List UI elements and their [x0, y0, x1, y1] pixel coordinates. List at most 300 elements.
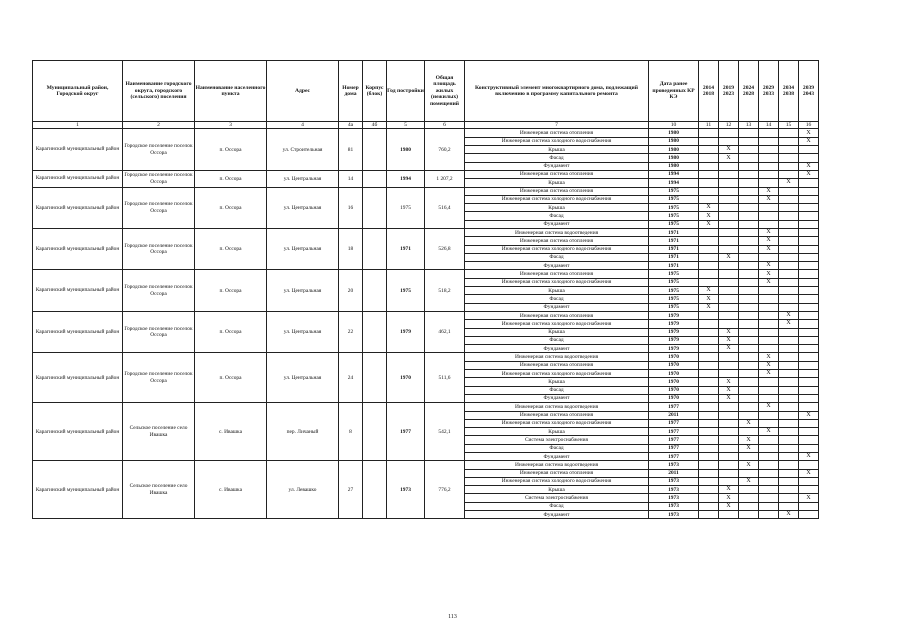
element-cell: Фасад: [465, 295, 649, 303]
element-cell: Инженерная система холодного водоснабжения: [465, 320, 649, 328]
period-mark-cell: [699, 253, 719, 261]
period-mark-cell: [759, 154, 779, 162]
period-mark-cell: [699, 370, 719, 378]
column-number: 15: [779, 122, 799, 129]
period-mark-cell: X: [719, 502, 739, 510]
previous-repair-date-cell: 1975: [649, 220, 699, 228]
element-cell: Фасад: [465, 444, 649, 452]
period-mark-cell: [719, 220, 739, 228]
period-mark-cell: X: [779, 320, 799, 328]
previous-repair-date-cell: 1977: [649, 444, 699, 452]
period-mark-cell: [739, 386, 759, 394]
settlement-cell: Городское поселение поселок Оссора: [123, 270, 195, 311]
period-mark-cell: [699, 386, 719, 394]
period-mark-cell: [779, 378, 799, 386]
period-mark-cell: [719, 303, 739, 311]
period-mark-cell: [759, 502, 779, 510]
table-row: [33, 228, 819, 236]
previous-repair-date-cell: 1994: [649, 179, 699, 187]
period-mark-cell: [719, 245, 739, 253]
period-mark-cell: [779, 403, 799, 411]
period-mark-cell: [799, 195, 819, 203]
period-mark-cell: X: [719, 328, 739, 336]
period-mark-cell: [739, 361, 759, 369]
previous-repair-date-cell: 1980: [649, 129, 699, 137]
period-mark-cell: [779, 336, 799, 344]
element-cell: Инженерная система отопления: [465, 361, 649, 369]
period-mark-cell: [739, 370, 759, 378]
period-mark-cell: [739, 428, 759, 436]
period-mark-cell: X: [759, 278, 779, 286]
column-number: 6: [425, 122, 465, 129]
period-mark-cell: X: [799, 494, 819, 502]
period-mark-cell: X: [719, 253, 739, 261]
previous-repair-date-cell: 1971: [649, 245, 699, 253]
element-cell: Система электроснабжения: [465, 494, 649, 502]
period-mark-cell: [799, 220, 819, 228]
previous-repair-date-cell: 1973: [649, 494, 699, 502]
area-cell: 760,2: [425, 129, 465, 170]
element-cell: Фасад: [465, 386, 649, 394]
period-mark-cell: [739, 187, 759, 195]
house-number-cell: 14: [339, 170, 363, 187]
header-cell: 2034 2038: [779, 61, 799, 122]
period-mark-cell: [779, 220, 799, 228]
period-mark-cell: [719, 270, 739, 278]
previous-repair-date-cell: 1975: [649, 204, 699, 212]
period-mark-cell: [739, 204, 759, 212]
previous-repair-date-cell: 1973: [649, 461, 699, 469]
period-mark-cell: [779, 502, 799, 510]
period-mark-cell: X: [739, 419, 759, 427]
period-mark-cell: X: [799, 411, 819, 419]
period-mark-cell: X: [719, 336, 739, 344]
period-mark-cell: X: [799, 170, 819, 178]
period-mark-cell: [699, 378, 719, 386]
period-mark-cell: [779, 461, 799, 469]
period-mark-cell: [719, 403, 739, 411]
period-mark-cell: [759, 287, 779, 295]
period-mark-cell: X: [739, 444, 759, 452]
period-mark-cell: [699, 394, 719, 402]
period-mark-cell: [779, 394, 799, 402]
period-mark-cell: [739, 262, 759, 270]
period-mark-cell: [719, 453, 739, 461]
settlement-cell: Городское поселение поселок Оссора: [123, 311, 195, 352]
period-mark-cell: [739, 411, 759, 419]
period-mark-cell: [779, 436, 799, 444]
block-cell: [363, 187, 387, 228]
element-cell: Крыша: [465, 287, 649, 295]
header-cell: Адрес: [267, 61, 339, 122]
period-mark-cell: [699, 436, 719, 444]
column-number: 10: [649, 122, 699, 129]
period-mark-cell: [799, 245, 819, 253]
period-mark-cell: [699, 453, 719, 461]
period-mark-cell: X: [759, 228, 779, 236]
previous-repair-date-cell: 1979: [649, 320, 699, 328]
column-number: 1: [33, 122, 123, 129]
element-cell: Инженерная система отопления: [465, 237, 649, 245]
period-mark-cell: [739, 353, 759, 361]
period-mark-cell: [739, 228, 759, 236]
period-mark-cell: [699, 137, 719, 145]
element-cell: Фасад: [465, 253, 649, 261]
period-mark-cell: X: [699, 220, 719, 228]
period-mark-cell: [779, 386, 799, 394]
column-number: 4: [267, 122, 339, 129]
block-cell: [363, 353, 387, 403]
period-mark-cell: X: [759, 237, 779, 245]
period-mark-cell: [739, 336, 759, 344]
period-mark-cell: [759, 378, 779, 386]
street-cell: ул. Левашко: [267, 461, 339, 519]
page-number: 113: [448, 614, 457, 620]
period-mark-cell: [779, 237, 799, 245]
element-cell: Система электроснабжения: [465, 436, 649, 444]
period-mark-cell: X: [699, 295, 719, 303]
locality-cell: п. Оссора: [195, 187, 267, 228]
period-mark-cell: X: [799, 469, 819, 477]
previous-repair-date-cell: 1973: [649, 511, 699, 519]
period-mark-cell: [739, 195, 759, 203]
year-built-cell: 1975: [387, 187, 425, 228]
table-row: [33, 129, 819, 137]
period-mark-cell: X: [779, 511, 799, 519]
period-mark-cell: [779, 146, 799, 154]
element-cell: Фундамент: [465, 303, 649, 311]
period-mark-cell: [719, 195, 739, 203]
block-cell: [363, 270, 387, 311]
element-cell: Крыша: [465, 204, 649, 212]
period-mark-cell: [699, 187, 719, 195]
period-mark-cell: [719, 444, 739, 452]
previous-repair-date-cell: 1970: [649, 353, 699, 361]
period-mark-cell: [779, 262, 799, 270]
period-mark-cell: X: [759, 370, 779, 378]
period-mark-cell: [739, 253, 759, 261]
period-mark-cell: [799, 436, 819, 444]
previous-repair-date-cell: 1980: [649, 154, 699, 162]
period-mark-cell: [799, 204, 819, 212]
period-mark-cell: [719, 411, 739, 419]
period-mark-cell: [719, 477, 739, 485]
period-mark-cell: [779, 170, 799, 178]
block-cell: [363, 403, 387, 461]
period-mark-cell: [759, 386, 779, 394]
block-cell: [363, 461, 387, 519]
street-cell: пер. Личаный: [267, 403, 339, 461]
previous-repair-date-cell: 1980: [649, 146, 699, 154]
period-mark-cell: [799, 311, 819, 319]
period-mark-cell: [719, 137, 739, 145]
period-mark-cell: [719, 212, 739, 220]
element-cell: Инженерная система водоотведения: [465, 403, 649, 411]
block-cell: [363, 228, 387, 269]
period-mark-cell: [759, 320, 779, 328]
element-cell: Инженерная система холодного водоснабжения: [465, 195, 649, 203]
area-cell: 516,4: [425, 187, 465, 228]
header-cell: Общая площадь жилых (нежилых) помещений: [425, 61, 465, 122]
year-built-cell: 1979: [387, 311, 425, 352]
period-mark-cell: [799, 295, 819, 303]
street-cell: ул. Центральная: [267, 228, 339, 269]
header-cell: 2039 2043: [799, 61, 819, 122]
period-mark-cell: [779, 486, 799, 494]
period-mark-cell: [759, 204, 779, 212]
period-mark-cell: [719, 419, 739, 427]
period-mark-cell: [779, 129, 799, 137]
period-mark-cell: [699, 278, 719, 286]
column-number: 5: [387, 122, 425, 129]
element-cell: Фундамент: [465, 162, 649, 170]
period-mark-cell: [699, 502, 719, 510]
element-cell: Крыша: [465, 428, 649, 436]
header-cell: Год постройки: [387, 61, 425, 122]
element-cell: Инженерная система водоотведения: [465, 461, 649, 469]
period-mark-cell: [779, 228, 799, 236]
period-mark-cell: [719, 311, 739, 319]
header-cell: Конструктивный элемент многоквартирного дома, подлежащий включению в программу капитального ремонта: [465, 61, 649, 122]
street-cell: ул. Центральная: [267, 270, 339, 311]
period-mark-cell: [779, 428, 799, 436]
previous-repair-date-cell: 1979: [649, 336, 699, 344]
previous-repair-date-cell: 1975: [649, 295, 699, 303]
year-built-cell: 1980: [387, 129, 425, 170]
period-mark-cell: [799, 428, 819, 436]
period-mark-cell: [739, 212, 759, 220]
period-mark-cell: [739, 179, 759, 187]
period-mark-cell: X: [739, 461, 759, 469]
previous-repair-date-cell: 1973: [649, 502, 699, 510]
period-mark-cell: [739, 394, 759, 402]
element-cell: Фундамент: [465, 394, 649, 402]
period-mark-cell: [779, 154, 799, 162]
element-cell: Крыша: [465, 328, 649, 336]
period-mark-cell: [719, 469, 739, 477]
period-mark-cell: [799, 477, 819, 485]
house-number-cell: 20: [339, 270, 363, 311]
area-cell: 518,2: [425, 270, 465, 311]
period-mark-cell: [779, 204, 799, 212]
period-mark-cell: [779, 494, 799, 502]
period-mark-cell: X: [719, 378, 739, 386]
period-mark-cell: [759, 345, 779, 353]
period-mark-cell: [719, 162, 739, 170]
element-cell: Фундамент: [465, 453, 649, 461]
element-cell: Крыша: [465, 179, 649, 187]
previous-repair-date-cell: 1975: [649, 303, 699, 311]
period-mark-cell: [779, 328, 799, 336]
element-cell: Фундамент: [465, 511, 649, 519]
period-mark-cell: [759, 295, 779, 303]
element-cell: Инженерная система водоотведения: [465, 353, 649, 361]
element-cell: Инженерная система холодного водоснабжения: [465, 278, 649, 286]
period-mark-cell: [759, 477, 779, 485]
period-mark-cell: [739, 146, 759, 154]
locality-cell: с. Ивашка: [195, 403, 267, 461]
district-cell: Карагинский муниципальный район: [33, 403, 123, 461]
header-cell: 2019 2023: [719, 61, 739, 122]
period-mark-cell: [799, 444, 819, 452]
period-mark-cell: [799, 502, 819, 510]
period-mark-cell: [719, 370, 739, 378]
period-mark-cell: [779, 469, 799, 477]
column-number: 13: [739, 122, 759, 129]
street-cell: ул. Центральная: [267, 353, 339, 403]
block-cell: [363, 170, 387, 187]
period-mark-cell: [799, 486, 819, 494]
element-cell: Крыша: [465, 146, 649, 154]
period-mark-cell: [739, 320, 759, 328]
period-mark-cell: [799, 394, 819, 402]
previous-repair-date-cell: 1977: [649, 428, 699, 436]
previous-repair-date-cell: 1973: [649, 477, 699, 485]
period-mark-cell: [799, 287, 819, 295]
column-number: 12: [719, 122, 739, 129]
period-mark-cell: [799, 370, 819, 378]
locality-cell: п. Оссора: [195, 170, 267, 187]
period-mark-cell: X: [699, 212, 719, 220]
period-mark-cell: [779, 287, 799, 295]
street-cell: ул. Центральная: [267, 187, 339, 228]
period-mark-cell: [699, 129, 719, 137]
table-header: [33, 61, 819, 129]
header-row: [33, 61, 819, 122]
period-mark-cell: [739, 403, 759, 411]
period-mark-cell: [799, 461, 819, 469]
period-mark-cell: [799, 237, 819, 245]
period-mark-cell: X: [759, 245, 779, 253]
district-cell: Карагинский муниципальный район: [33, 170, 123, 187]
house-number-cell: 22: [339, 311, 363, 352]
previous-repair-date-cell: 1975: [649, 278, 699, 286]
period-mark-cell: [719, 204, 739, 212]
period-mark-cell: [739, 162, 759, 170]
period-mark-cell: [799, 386, 819, 394]
period-mark-cell: X: [719, 386, 739, 394]
table-row: [33, 311, 819, 319]
period-mark-cell: [759, 469, 779, 477]
previous-repair-date-cell: 1970: [649, 370, 699, 378]
period-mark-cell: [799, 270, 819, 278]
year-built-cell: 1977: [387, 403, 425, 461]
period-mark-cell: [739, 295, 759, 303]
period-mark-cell: X: [699, 287, 719, 295]
district-cell: Карагинский муниципальный район: [33, 311, 123, 352]
previous-repair-date-cell: 1977: [649, 436, 699, 444]
period-mark-cell: [739, 502, 759, 510]
period-mark-cell: [699, 511, 719, 519]
period-mark-cell: X: [759, 353, 779, 361]
settlement-cell: Городское поселение поселок Оссора: [123, 228, 195, 269]
period-mark-cell: [779, 195, 799, 203]
column-number: 11: [699, 122, 719, 129]
period-mark-cell: [699, 228, 719, 236]
period-mark-cell: [699, 486, 719, 494]
block-cell: [363, 311, 387, 352]
previous-repair-date-cell: 2011: [649, 469, 699, 477]
period-mark-cell: [739, 154, 759, 162]
period-mark-cell: [739, 129, 759, 137]
element-cell: Фасад: [465, 336, 649, 344]
period-mark-cell: [779, 295, 799, 303]
period-mark-cell: [799, 212, 819, 220]
element-cell: Фасад: [465, 502, 649, 510]
period-mark-cell: [799, 187, 819, 195]
element-cell: Инженерная система отопления: [465, 187, 649, 195]
period-mark-cell: X: [799, 453, 819, 461]
period-mark-cell: [779, 212, 799, 220]
period-mark-cell: [759, 212, 779, 220]
period-mark-cell: [739, 378, 759, 386]
settlement-cell: Городское поселение поселок Оссора: [123, 353, 195, 403]
area-cell: 511,6: [425, 353, 465, 403]
element-cell: Инженерная система холодного водоснабжения: [465, 245, 649, 253]
period-mark-cell: [719, 287, 739, 295]
period-mark-cell: X: [759, 195, 779, 203]
previous-repair-date-cell: 1979: [649, 311, 699, 319]
district-cell: Карагинский муниципальный район: [33, 353, 123, 403]
block-cell: [363, 129, 387, 170]
element-cell: Фундамент: [465, 220, 649, 228]
header-cell: 2024 2028: [739, 61, 759, 122]
period-mark-cell: [759, 453, 779, 461]
period-mark-cell: [799, 154, 819, 162]
column-number: 14: [759, 122, 779, 129]
period-mark-cell: [799, 353, 819, 361]
period-mark-cell: [739, 270, 759, 278]
element-cell: Инженерная система отопления: [465, 270, 649, 278]
header-cell: 2014 2018: [699, 61, 719, 122]
previous-repair-date-cell: 1971: [649, 253, 699, 261]
period-mark-cell: [779, 353, 799, 361]
house-number-cell: 24: [339, 353, 363, 403]
period-mark-cell: [699, 428, 719, 436]
period-mark-cell: [799, 336, 819, 344]
element-cell: Инженерная система отопления: [465, 411, 649, 419]
period-mark-cell: X: [759, 403, 779, 411]
element-cell: Фундамент: [465, 262, 649, 270]
period-mark-cell: [759, 486, 779, 494]
period-mark-cell: [799, 179, 819, 187]
period-mark-cell: X: [739, 436, 759, 444]
period-mark-cell: [799, 378, 819, 386]
period-mark-cell: [799, 345, 819, 353]
house-number-cell: 18: [339, 228, 363, 269]
period-mark-cell: [699, 195, 719, 203]
period-mark-cell: [719, 428, 739, 436]
period-mark-cell: [759, 253, 779, 261]
locality-cell: с. Ивашка: [195, 461, 267, 519]
period-mark-cell: [779, 303, 799, 311]
period-mark-cell: [759, 394, 779, 402]
period-mark-cell: [739, 287, 759, 295]
year-built-cell: 1970: [387, 353, 425, 403]
period-mark-cell: X: [699, 303, 719, 311]
previous-repair-date-cell: 1971: [649, 228, 699, 236]
element-cell: Инженерная система отопления: [465, 170, 649, 178]
settlement-cell: Сельское поселение село Ивашка: [123, 403, 195, 461]
year-built-cell: 1994: [387, 170, 425, 187]
previous-repair-date-cell: 1973: [649, 486, 699, 494]
period-mark-cell: [699, 461, 719, 469]
period-mark-cell: [779, 370, 799, 378]
period-mark-cell: [719, 237, 739, 245]
period-mark-cell: [699, 262, 719, 270]
period-mark-cell: [779, 137, 799, 145]
period-mark-cell: [719, 361, 739, 369]
